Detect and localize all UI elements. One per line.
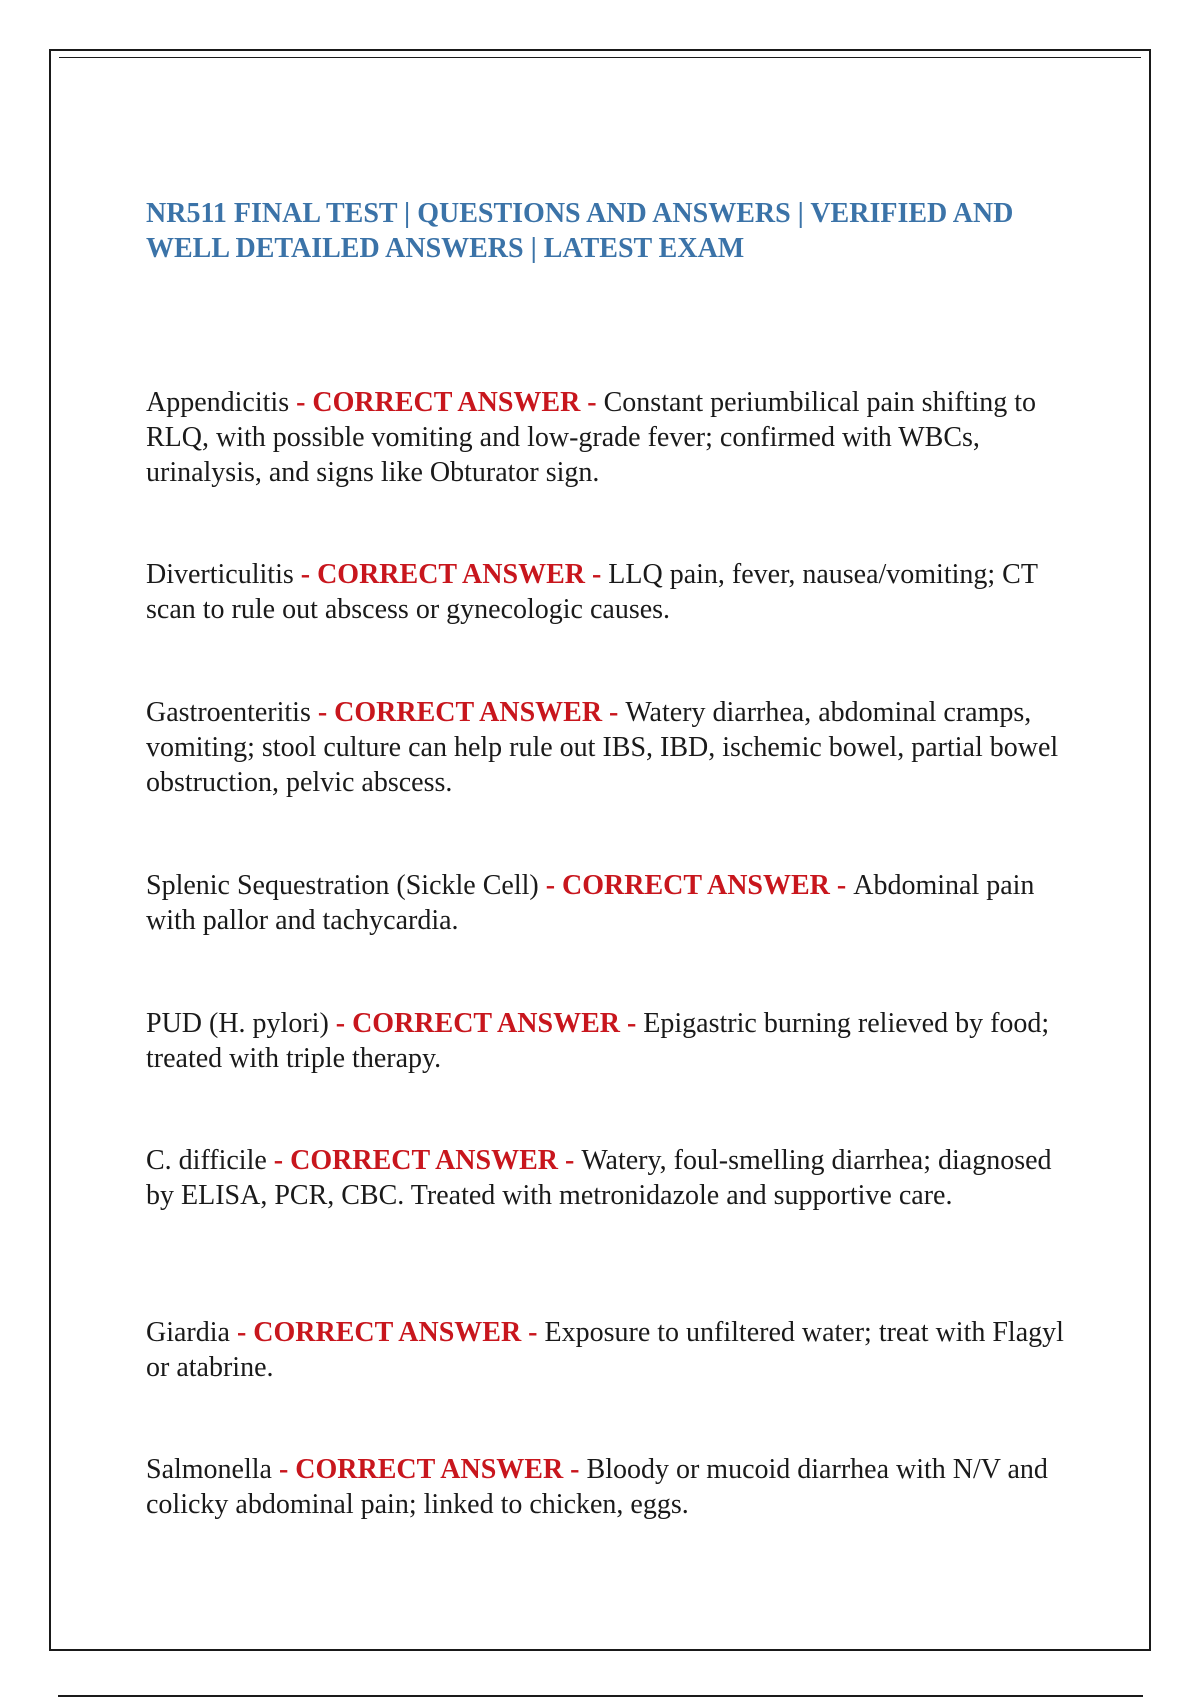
qa-term: Splenic Sequestration (Sickle Cell) <box>146 870 539 901</box>
qa-answer: Abdominal pain with pallor and tachycardia. <box>146 870 1035 936</box>
correct-answer-label: - CORRECT ANSWER - <box>271 1454 587 1485</box>
correct-answer-label: - CORRECT ANSWER - <box>538 870 854 901</box>
bottom-rule <box>58 1695 1143 1697</box>
qa-item-splenic-sequestration <box>146 868 1076 938</box>
top-border-rule <box>59 57 1141 58</box>
qa-term: Appendicitis <box>146 387 290 418</box>
page-border <box>49 49 1151 1651</box>
qa-answer: Exposure to unfiltered water; treat with Flagyl or atabrine. <box>146 1317 1064 1383</box>
qa-answer: Bloody or mucoid diarrhea with N/V and colicky abdominal pain; linked to chicken, eggs. <box>146 1454 1048 1520</box>
qa-item-giardia <box>146 1315 1076 1385</box>
qa-answer: LLQ pain, fever, nausea/vomiting; CT scan to rule out abscess or gynecologic causes. <box>146 559 1038 625</box>
qa-item-c-difficile <box>146 1143 1076 1213</box>
qa-item-salmonella <box>146 1452 1076 1522</box>
correct-answer-label: - CORRECT ANSWER - <box>229 1317 545 1348</box>
qa-answer: Epigastric burning relieved by food; treated with triple therapy. <box>146 1008 1050 1074</box>
correct-answer-label: - CORRECT ANSWER - <box>266 1145 582 1176</box>
qa-item-appendicitis <box>146 385 1076 490</box>
qa-term: Salmonella <box>146 1454 272 1485</box>
document-title: NR511 FINAL TEST | QUESTIONS AND ANSWERS | VERIFIED AND WELL DETAILED ANSWERS | LATEST EXAM <box>146 198 1014 264</box>
qa-term: Giardia <box>146 1317 230 1348</box>
correct-answer-label: - CORRECT ANSWER - <box>289 387 604 418</box>
qa-item-pud <box>146 1006 1076 1076</box>
qa-term: Diverticulitis <box>146 559 294 590</box>
qa-term: Gastroenteritis <box>146 697 311 728</box>
qa-answer: Constant periumbilical pain shifting to RLQ, with possible vomiting and low-grade fever; confirmed with WBCs, urinalysis, and signs like Obturator sign. <box>146 387 1037 488</box>
qa-term: C. difficile <box>146 1145 267 1176</box>
correct-answer-label: - CORRECT ANSWER - <box>293 559 609 590</box>
qa-answer: Watery, foul-smelling diarrhea; diagnosed by ELISA, PCR, CBC. Treated with metronidazole and supportive care. <box>146 1145 1052 1211</box>
qa-term: PUD (H. pylori) <box>146 1008 329 1039</box>
qa-item-gastroenteritis <box>146 695 1076 800</box>
correct-answer-label: - CORRECT ANSWER - <box>310 697 626 728</box>
qa-item-diverticulitis <box>146 557 1076 627</box>
correct-answer-label: - CORRECT ANSWER - <box>328 1008 644 1039</box>
qa-answer: Watery diarrhea, abdominal cramps, vomiting; stool culture can help rule out IBS, IBD, ischemic bowel, partial bowel obstruction, pelvic abscess. <box>146 697 1059 798</box>
